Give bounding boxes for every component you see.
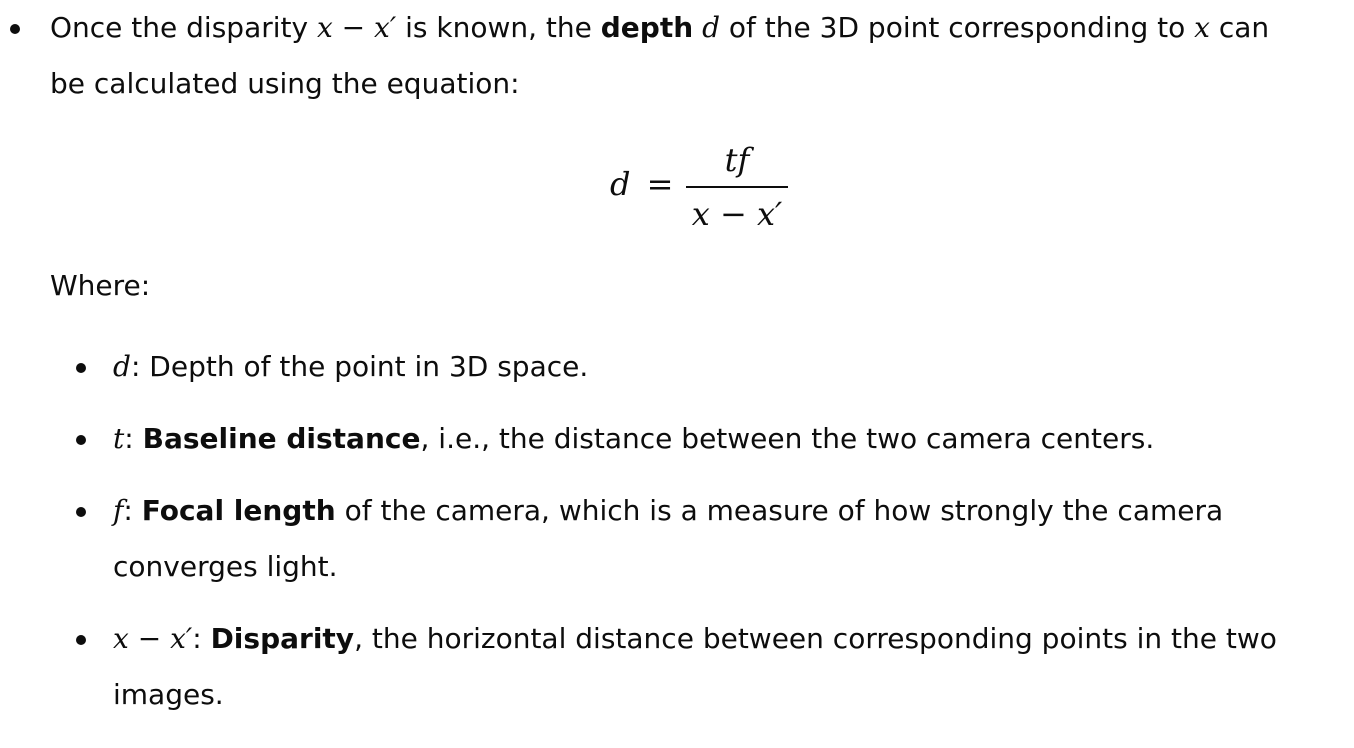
definition-text: of the camera, which is a measure of how strongly the camera (335, 494, 1224, 527)
math-x: x (1194, 11, 1210, 44)
symbol-x-prime: x′ (170, 622, 193, 655)
intro-text: is known, the (396, 11, 601, 44)
math-x-prime: x′ (374, 11, 397, 44)
equals-sign: = (646, 165, 674, 203)
bullet-marker (76, 507, 86, 517)
intro-text: Once the disparity (50, 11, 317, 44)
where-label: Where: (50, 269, 151, 302)
depth-equation (606, 140, 806, 240)
symbol-x: x (113, 622, 129, 655)
intro-line-2 (50, 64, 520, 104)
definition-text: , i.e., the distance between the two camera centers. (420, 422, 1155, 455)
definition-disparity-continuation: images. (113, 678, 224, 711)
definition-disparity: x − x′: Disparity, the horizontal distance between corresponding points in the two (113, 622, 1277, 655)
baseline-term: Baseline distance (142, 422, 421, 455)
equation-lhs: d = (610, 165, 674, 203)
fraction-bar (686, 186, 788, 188)
definition-baseline: t: Baseline distance, i.e., the distance between the two camera centers. (113, 422, 1155, 455)
focal-length-term: Focal length (141, 494, 336, 527)
math-x: x (316, 11, 333, 44)
definition-focal-length-continuation: converges light. (113, 550, 338, 583)
definition-depth: d: Depth of the point in 3D space. (113, 350, 589, 383)
intro-text: be calculated using the equation: (50, 67, 520, 100)
math-minus: − (332, 11, 375, 44)
definition-text: , the horizontal distance between corresponding points in the two (354, 622, 1277, 655)
symbol-d: d (113, 350, 131, 383)
equation-denominator: x − x′ (691, 195, 783, 233)
intro-text: of the 3D point corresponding to (720, 11, 1195, 44)
bullet-marker (76, 363, 86, 373)
definition-text: Depth of the point in 3D space. (149, 350, 589, 383)
depth-term: depth (600, 11, 694, 44)
disparity-term: Disparity (210, 622, 355, 655)
bullet-marker (76, 635, 86, 645)
symbol-t: t (113, 422, 125, 455)
definition-focal-length: f: Focal length of the camera, which is a measure of how strongly the camera (113, 494, 1224, 527)
bullet-marker (76, 435, 86, 445)
intro-text: can (1209, 11, 1270, 44)
math-d: d (702, 11, 721, 44)
bullet-marker (10, 24, 20, 34)
intro-line-1 (50, 8, 1269, 48)
symbol-f: f (113, 494, 124, 527)
equation-numerator: tf (724, 141, 750, 179)
